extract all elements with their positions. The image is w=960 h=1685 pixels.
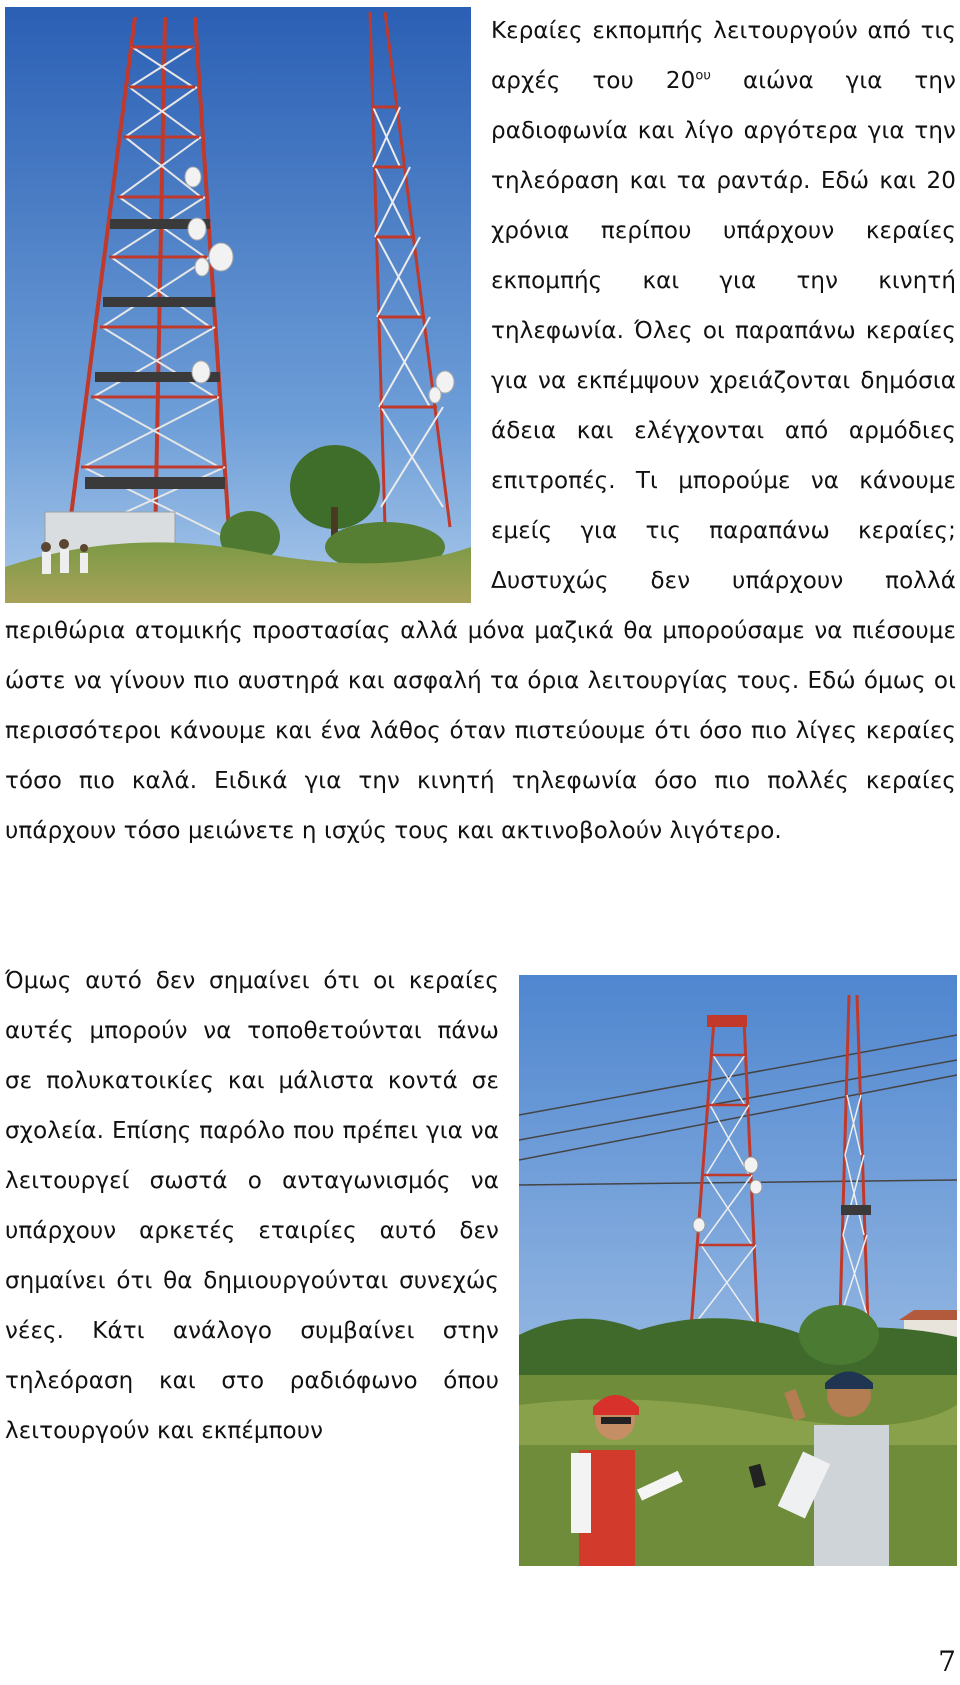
field-measurement-photo (519, 975, 957, 1566)
superscript-ordinal: ου (695, 68, 712, 84)
figure-wrap-spacer (5, 6, 491, 602)
page-number: 7 (938, 1645, 956, 1678)
paragraph-text-start: Κεραίες εκπομπής λειτουργούν από τις αρχές του 20 (491, 18, 956, 94)
field-measurement-illustration (519, 975, 957, 1566)
paragraph-antenna-history (5, 6, 956, 856)
paragraph-text-rest: αιώνα για την ραδιοφωνία και λίγο αργότερα για την τηλεόραση και τα ραντάρ. Εδώ και 20 χρόνια περίπου υπάρχουν κεραίες εκπομπής και για την κινητή τηλεφωνία. Όλες οι παραπάνω κεραίες για να εκπέμψουν χρειάζονται δημόσια άδεια και ελέγχονται από αρμόδιες επιτροπές. Τι μπορούμε να κάνουμε εμείς για τις παραπάνω κεραίες; Δυστυχώς δεν υπάρχουν πολλά περιθώρια ατομικής προστασίας αλλά μόνα μαζικά θα μπορούσαμε να πιέσουμε ώστε να γίνουν πιο αυστηρά και ασφαλή τα όρια λειτουργίας τους. Εδώ όμως οι περισσότεροι κάνουμε και ένα λάθος όταν πιστεύουμε ότι όσο πιο λίγες κεραίες τόσο πιο καλά. Ειδικά για την κινητή τηλεφωνία όσο πιο πολλές κεραίες υπάρχουν τόσο μειώνετε η ισχύς τους και ακτινοβολούν λιγότερο. (5, 68, 957, 844)
paragraph-rooftop-antennas: Όμως αυτό δεν σημαίνει ότι οι κεραίες αυτές μπορούν να τοποθετούνται πάνω σε πολυκατοικίες και μάλιστα κοντά σε σχολεία. Επίσης παρόλο που πρέπει για να λειτουργεί σωστά ο ανταγωνισμός να υπάρχουν αρκετές εταιρίες αυτό δεν σημαίνει ότι θα δημιουργούνται συνεχώς νέες. Κάτι ανάλογο συμβαίνει στην τηλεόραση και στο ραδιόφωνο όπου λειτουργούν και εκπέμπουν (5, 968, 499, 1444)
